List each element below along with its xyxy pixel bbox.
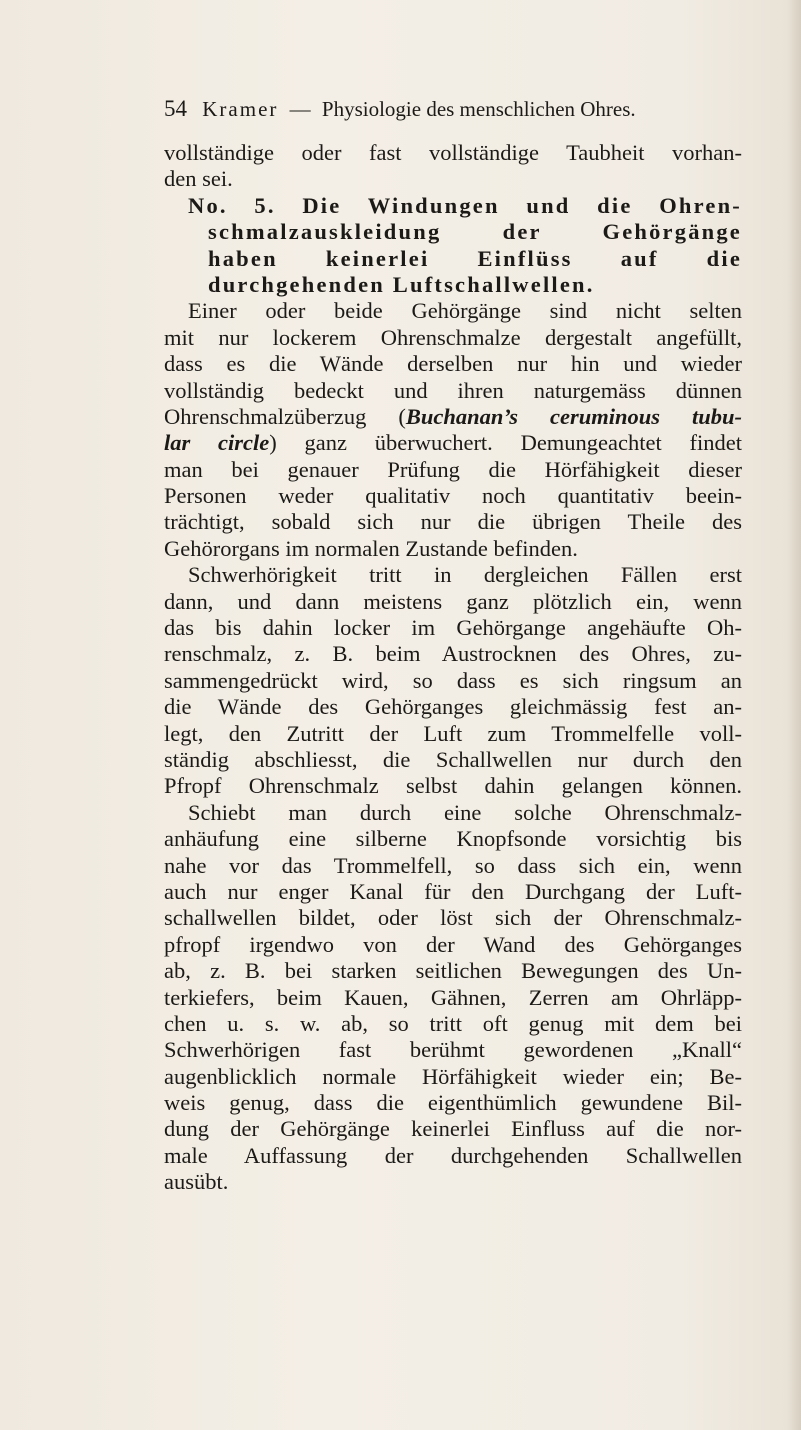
- text-line: auch nur enger Kanal für den Durchgang der Luft-: [164, 878, 742, 904]
- text-line: terkiefers, beim Kauen, Gähnen, Zerren am Ohrläpp-: [164, 984, 742, 1010]
- text-line: male Auffassung der durchgehenden Schallwellen: [164, 1142, 742, 1168]
- text-line: man bei genauer Prüfung die Hörfähigkeit dieser: [164, 456, 742, 482]
- text-line: vollständige oder fast vollständige Taubheit vorhan-: [164, 140, 742, 165]
- text-line: dass es die Wände derselben nur hin und wieder: [164, 351, 742, 377]
- text-line: Pfropf Ohrenschmalz selbst dahin gelangen können.: [164, 773, 742, 799]
- text-line: mit nur lockerem Ohrenschmalze dergestalt angefüllt,: [164, 324, 742, 350]
- text-line: dann, und dann meistens ganz plötzlich ein, wenn: [164, 588, 742, 614]
- body-text: [164, 140, 742, 1196]
- text-line: ständig abschliesst, die Schallwellen nur durch den: [164, 746, 742, 772]
- text-line: Personen weder qualitativ noch quantitativ beein-: [164, 483, 742, 509]
- text-line: schallwellen bildet, oder löst sich der Ohrenschmalz-: [164, 905, 742, 931]
- section-heading-line: schmalzauskleidung der Gehörgänge: [208, 219, 742, 245]
- text-line: nahe vor das Trommelfell, so dass sich ein, wenn: [164, 852, 742, 878]
- text-line: trächtigt, sobald sich nur die übrigen Theile des: [164, 509, 742, 535]
- text-line: den sei.: [164, 166, 233, 192]
- text-line: ausübt.: [164, 1169, 229, 1195]
- text-line: weis genug, dass die eigenthümlich gewundene Bil-: [164, 1090, 742, 1116]
- text-line: [164, 404, 742, 430]
- text-segment: Ohrenschmalzüberzug (: [164, 403, 406, 429]
- text-line: chen u. s. w. ab, so tritt oft genug mit dem bei: [164, 1010, 742, 1036]
- text-line: dung der Gehörgänge keinerlei Einfluss auf die nor-: [164, 1116, 742, 1142]
- page-number: 54: [164, 96, 187, 121]
- text-line: legt, den Zutritt der Luft zum Trommelfelle voll-: [164, 720, 742, 746]
- italic-term: Buchanan’s ceruminous tubu-: [405, 403, 742, 429]
- running-header: [164, 96, 724, 122]
- text-line: Schwerhörigen fast berühmt gewordenen „Knall“: [164, 1037, 742, 1063]
- text-line: Einer oder beide Gehörgänge sind nicht selten: [188, 298, 742, 324]
- page-edge-shadow: [787, 0, 801, 1430]
- italic-term: lar circle: [164, 430, 270, 456]
- text-line: die Wände des Gehörganges gleichmässig fest an-: [164, 694, 742, 720]
- section-heading-line: haben keinerlei Einflüss auf die: [208, 245, 742, 271]
- text-line: pfropf irgendwo von der Wand des Gehörganges: [164, 931, 742, 957]
- header-author: Kramer: [202, 97, 279, 121]
- text-line: Gehörorgans im normalen Zustande befinden.: [164, 535, 578, 561]
- section-heading-line: durchgehenden Luftschallwellen.: [208, 271, 595, 297]
- text-line: augenblicklich normale Hörfähigkeit wieder ein; Be-: [164, 1063, 742, 1089]
- text-line: Schiebt man durch eine solche Ohrenschmalz-: [188, 799, 742, 825]
- text-segment: ) ganz überwuchert. Demungeachtet findet: [269, 430, 743, 456]
- text-line: Schwerhörigkeit tritt in dergleichen Fällen erst: [188, 562, 742, 588]
- header-dash: —: [289, 97, 311, 121]
- text-line: ab, z. B. bei starken seitlichen Bewegungen des Un-: [164, 958, 742, 984]
- text-line: das bis dahin locker im Gehörgange angehäufte Oh-: [164, 615, 742, 641]
- text-line: [164, 430, 742, 456]
- text-line: anhäufung eine silberne Knopfsonde vorsichtig bis: [164, 826, 742, 852]
- text-line: sammengedrückt wird, so dass es sich ringsum an: [164, 667, 742, 693]
- header-title: Physiologie des menschlichen Ohres.: [321, 97, 636, 121]
- text-line: vollständig bedeckt und ihren naturgemäss dünnen: [164, 377, 742, 403]
- section-heading-line: No. 5. Die Windungen und die Ohren-: [188, 192, 742, 218]
- text-line: renschmalz, z. B. beim Austrocknen des Ohres, zu-: [164, 641, 742, 667]
